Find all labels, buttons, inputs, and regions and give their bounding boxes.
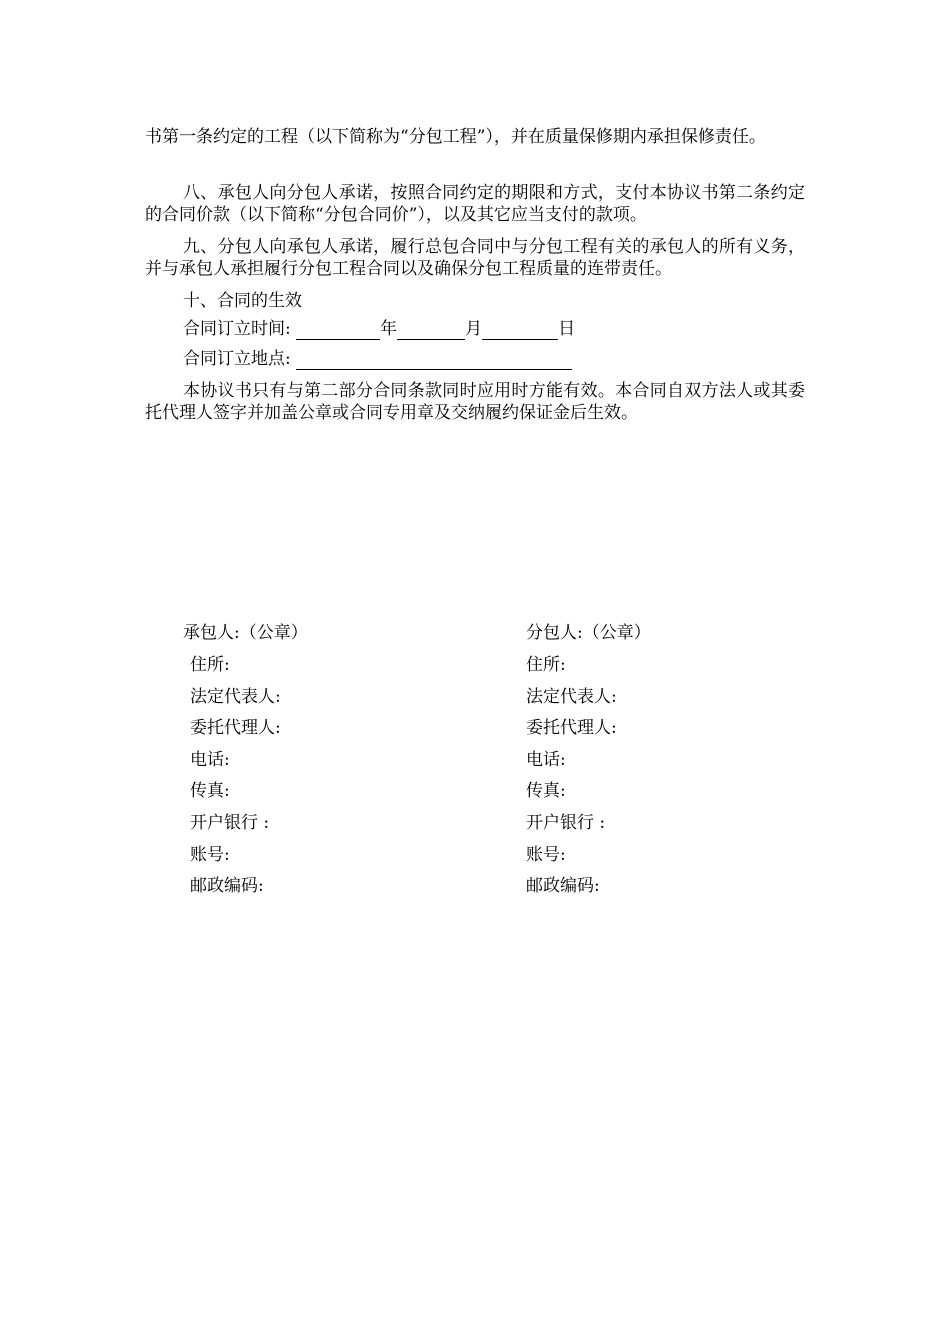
subcontractor-postcode: 邮政编码: [526,876,600,896]
contractor-title: 承包人:（公章） [183,623,308,643]
day-label: 日 [558,319,576,339]
contract-place-line [183,348,572,370]
year-label: 年 [380,319,398,339]
subcontractor-address: 住所: [526,655,566,675]
contractor-account: 账号: [190,845,230,865]
place-blank[interactable] [296,351,572,370]
clause-9: 九、分包人向承包人承诺，履行总包合同中与分包工程有关的承包人的所有义务，并与承包人承担履行分包工程合同以及确保分包工程质量的连带责任。 [145,237,805,279]
contractor-postcode: 邮政编码: [190,876,264,896]
contractor-bank: 开户银行 : [190,813,270,833]
contractor-legal-rep: 法定代表人: [190,687,281,707]
month-blank[interactable] [397,321,465,340]
effectiveness-clause: 本协议书只有与第二部分合同条款同时应用时方能有效。本合同自双方法人或其委托代理人签字并加盖公章或合同专用章及交纳履约保证金后生效。 [145,381,805,423]
contractor-agent: 委托代理人: [190,718,281,738]
subcontractor-fax: 传真: [526,781,566,801]
subcontractor-agent: 委托代理人: [526,718,617,738]
month-label: 月 [465,319,483,339]
contract-place-label: 合同订立地点: [183,349,291,369]
contract-date-line [183,318,575,340]
clause-8: 八、承包人向分包人承诺，按照合同约定的期限和方式，支付本协议书第二条约定的合同价款（以下简称“分包合同价”），以及其它应当支付的款项。 [145,183,805,225]
contractor-phone: 电话: [190,750,230,770]
clause-10-heading: 十、合同的生效 [183,291,302,311]
subcontractor-phone: 电话: [526,750,566,770]
subcontractor-title: 分包人:（公章） [526,623,651,643]
day-blank[interactable] [482,321,558,340]
contractor-address: 住所: [190,655,230,675]
contractor-fax: 传真: [190,781,230,801]
subcontractor-account: 账号: [526,845,566,865]
subcontractor-legal-rep: 法定代表人: [526,687,617,707]
year-blank[interactable] [296,321,380,340]
contract-date-label: 合同订立时间: [183,319,291,339]
subcontractor-bank: 开户银行 : [526,813,606,833]
clause-7-continuation: 书第一条约定的工程（以下简称为“分包工程”），并在质量保修期内承担保修责任。 [145,127,766,147]
